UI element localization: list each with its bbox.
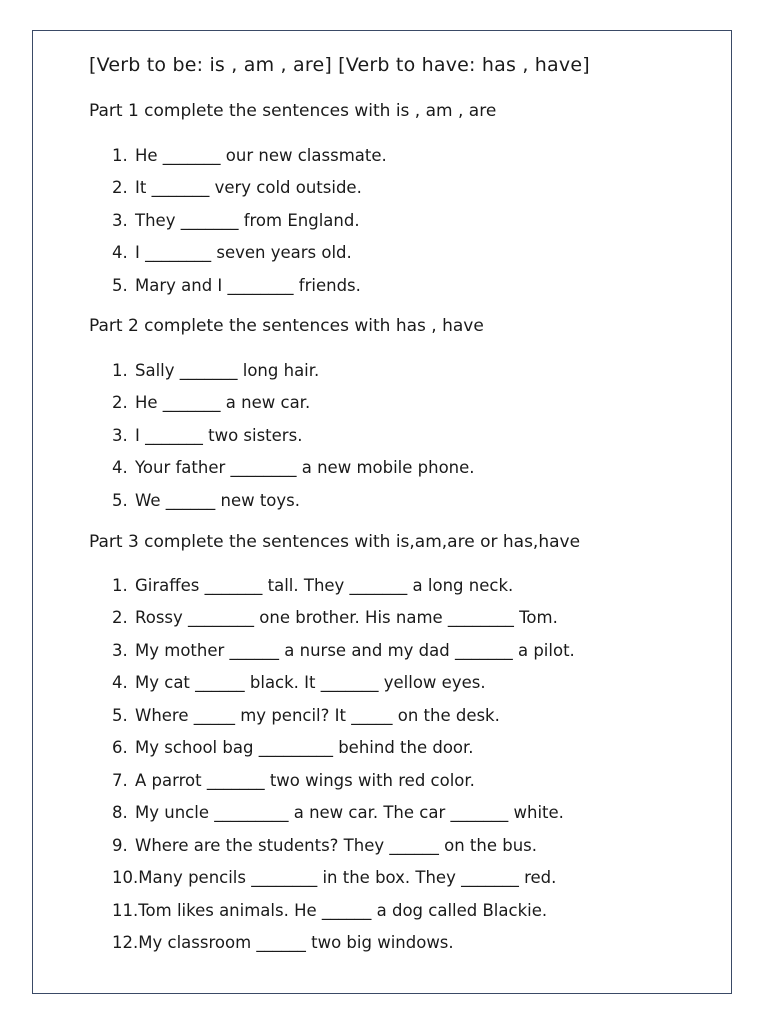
item-number: 5.: [112, 705, 128, 725]
list-item: [112, 927, 575, 960]
item-number: 1.: [112, 145, 128, 165]
item-number: 7.: [112, 770, 128, 790]
item-sentence: A parrot _______ two wings with red color.: [135, 770, 475, 790]
list-item: [112, 484, 475, 517]
item-sentence: Many pencils ________ in the box. They _______ red.: [138, 868, 557, 888]
item-sentence: Mary and I ________ friends.: [135, 275, 361, 295]
item-sentence: We ______ new toys.: [135, 490, 301, 510]
item-sentence: I ________ seven years old.: [135, 243, 352, 263]
item-number: 4.: [112, 243, 128, 263]
part-3-list: [112, 569, 575, 959]
list-item: [112, 732, 575, 765]
list-item: [112, 634, 575, 667]
list-item: [112, 764, 575, 797]
item-sentence: He _______ a new car.: [135, 393, 311, 413]
item-sentence: Where _____ my pencil? It _____ on the desk.: [135, 705, 500, 725]
list-item: [112, 829, 575, 862]
list-item: [112, 354, 475, 387]
item-number: 3.: [112, 210, 128, 230]
item-number: 2.: [112, 608, 128, 628]
item-sentence: Where are the students? They ______ on the bus.: [135, 835, 538, 855]
part-3-heading: Part 3 complete the sentences with is,am,are or has,have: [89, 532, 581, 552]
part-1-heading: Part 1 complete the sentences with is , am , are: [89, 101, 497, 121]
item-sentence: I _______ two sisters.: [135, 425, 303, 445]
item-sentence: They _______ from England.: [135, 210, 360, 230]
part-1-list: [112, 139, 387, 302]
item-number: 4.: [112, 458, 128, 478]
item-number: 2.: [112, 178, 128, 198]
item-number: 11.: [112, 900, 139, 920]
item-sentence: It _______ very cold outside.: [135, 178, 362, 198]
item-number: 6.: [112, 738, 128, 758]
item-number: 8.: [112, 803, 128, 823]
item-number: 5.: [112, 490, 128, 510]
list-item: [112, 387, 475, 420]
item-sentence: My uncle _________ a new car. The car _______ white.: [135, 803, 564, 823]
list-item: [112, 667, 575, 700]
item-number: 1.: [112, 575, 128, 595]
item-sentence: My mother ______ a nurse and my dad _______ a pilot.: [135, 640, 575, 660]
item-number: 1.: [112, 360, 128, 380]
item-number: 5.: [112, 275, 128, 295]
list-item: [112, 797, 575, 830]
list-item: [112, 419, 475, 452]
list-item: [112, 569, 575, 602]
item-sentence: My classroom ______ two big windows.: [138, 933, 454, 953]
list-item: [112, 237, 387, 270]
item-sentence: My school bag _________ behind the door.: [135, 738, 474, 758]
list-item: [112, 269, 387, 302]
list-item: [112, 862, 575, 895]
item-number: 3.: [112, 640, 128, 660]
part-2-heading: Part 2 complete the sentences with has , have: [89, 316, 484, 336]
item-sentence: Your father ________ a new mobile phone.: [135, 458, 475, 478]
item-number: 4.: [112, 673, 128, 693]
item-number: 9.: [112, 835, 128, 855]
part-2-list: [112, 354, 475, 517]
list-item: [112, 139, 387, 172]
item-sentence: Rossy ________ one brother. His name ________ Tom.: [135, 608, 558, 628]
item-sentence: Giraffes _______ tall. They _______ a long neck.: [135, 575, 514, 595]
list-item: [112, 699, 575, 732]
item-number: 2.: [112, 393, 128, 413]
item-sentence: Tom likes animals. He ______ a dog called Blackie.: [138, 900, 548, 920]
item-sentence: He _______ our new classmate.: [135, 145, 387, 165]
item-number: 12.: [112, 933, 139, 953]
worksheet-title: [Verb to be: is , am , are] [Verb to have: has , have]: [89, 54, 590, 76]
list-item: [112, 602, 575, 635]
item-number: 10.: [112, 868, 139, 888]
list-item: [112, 452, 475, 485]
list-item: [112, 172, 387, 205]
item-number: 3.: [112, 425, 128, 445]
list-item: [112, 894, 575, 927]
list-item: [112, 204, 387, 237]
item-sentence: Sally _______ long hair.: [135, 360, 320, 380]
item-sentence: My cat ______ black. It _______ yellow eyes.: [135, 673, 486, 693]
